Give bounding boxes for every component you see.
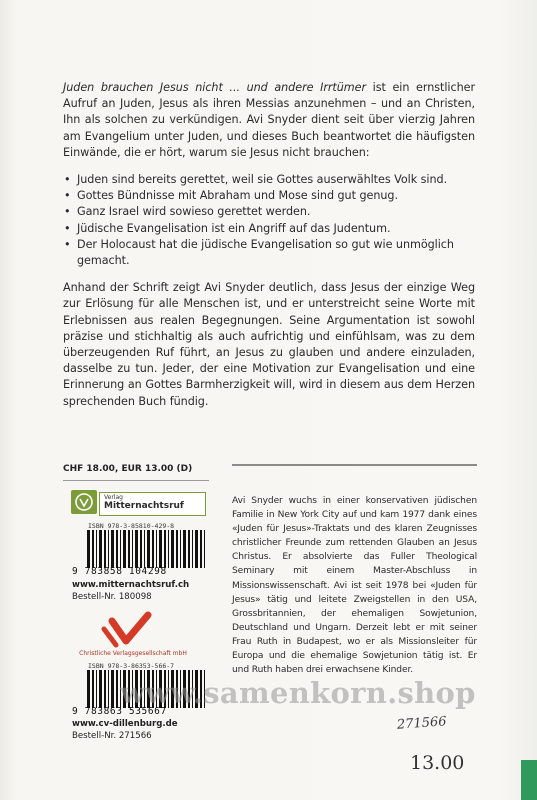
- intro-paragraph: [63, 80, 475, 161]
- list-item: • Juden sind bereits gerettet, weil sie Gottes auserwähltes Volk sind.: [63, 172, 475, 188]
- isbn-text: ISBN 978-3-85810-429-8: [88, 522, 175, 530]
- book-title: Juden brauchen Jesus nicht ... und andere Irrtümer: [63, 81, 367, 94]
- list-item: • Der Holocaust hat die jüdische Evangelisation so gut wie unmöglich gemacht.: [63, 237, 475, 269]
- barcode-number: 9 783858 104298: [72, 566, 167, 577]
- blurb-section: [63, 80, 475, 421]
- author-bio: Avi Snyder wuchs in einer konservativen jüdischen Familie in New York City auf und kam 1977 dank eines «Juden für Jesus»-Traktats und des klaren Zeugnisses christlicher Freunde zum rettenden Glauben an Jesus Christus. Er absolvierte das Fuller Theological Seminary mit einem Master-Abschluss in Missionswissenschaft. Avi ist seit 1978 bei «Juden für Jesus» tätig und leitete Zweigstellen in den USA, Grossbritannien, der ehemaligen Sowjetunion, Deutschland und Ungarn. Derzeit lebt er mit seiner Frau Ruth in Budapest, wo er als Missionsleiter für Europa und die ehemalige Sowjetunion tätig ist. Er und Ruth haben drei erwachsene Kinder.: [232, 496, 477, 676]
- list-item: • Gottes Bündnisse mit Abraham und Mose sind gut genug.: [63, 188, 475, 204]
- publisher-emblem-icon: [71, 490, 97, 514]
- publisher-label: Verlag: [104, 494, 123, 501]
- handwritten-code: 271566: [396, 714, 448, 733]
- green-edge: [521, 760, 537, 800]
- isbn-text: ISBN 978-3-86353-566-7: [88, 662, 175, 670]
- objection-list: [63, 172, 475, 269]
- order-number: Bestell-Nr. 180098: [72, 592, 152, 602]
- publisher-website: www.mitternachtsruf.ch: [72, 580, 190, 590]
- publisher-name: Christliche Verlagsgesellschaft mbH: [79, 650, 187, 657]
- intro-text: ist ein ernstlicher Aufruf an Juden, Jesus als ihren Messias anzunehmen – und an Christen, Ihn als solchen zu verkündigen. Avi Snyder dient seit über vierzig Jahren am Evangelium unter Juden, und dieses Buch beantwortet die häufigsten Einwände, die er hört, warum sie Jesus nicht brauchen:: [63, 81, 475, 159]
- divider: [232, 464, 477, 466]
- publisher-nameplate: [99, 492, 206, 516]
- mitternachtsruf-logo: [71, 490, 209, 516]
- list-item: • Ganz Israel wird sowieso gerettet werden.: [63, 204, 475, 220]
- order-number: Bestell-Nr. 271566: [72, 731, 152, 741]
- closing-paragraph: Anhand der Schrift zeigt Avi Snyder deutlich, dass Jesus der einzige Weg zur Erlösung für alle Menschen ist, und er unterstreicht seine Worte mit Erlebnissen aus realen Begegnungen. Seine Argumentation ist sowohl präzise und stichhaltig als auch aufrichtig und einfühlsam, was zu dem überzeugenden Ruf führt, an Jesus zu glauben und andere einzuladen, dasselbe zu tun. Jeder, der eine Motivation zur Evangelisation und eine Erinnerung an Gottes Barmherzigkeit will, wird in diesem aus dem Herzen sprechenden Buch fündig.: [63, 281, 475, 408]
- divider: [63, 480, 209, 481]
- list-item: • Jüdische Evangelisation ist ein Angriff auf das Judentum.: [63, 221, 475, 237]
- barcode-icon: [85, 530, 210, 568]
- publisher-website: www.cv-dillenburg.de: [72, 719, 178, 729]
- cv-logo-icon: [90, 611, 170, 655]
- shop-watermark: www.samenkorn.shop: [120, 676, 476, 710]
- publisher-name: Mitternachtsruf: [104, 501, 184, 511]
- barcode-number: 9 783863 535667: [72, 706, 167, 717]
- price-label: CHF 18.00, EUR 13.00 (D): [63, 464, 193, 474]
- handwritten-price: 13.00: [410, 752, 465, 774]
